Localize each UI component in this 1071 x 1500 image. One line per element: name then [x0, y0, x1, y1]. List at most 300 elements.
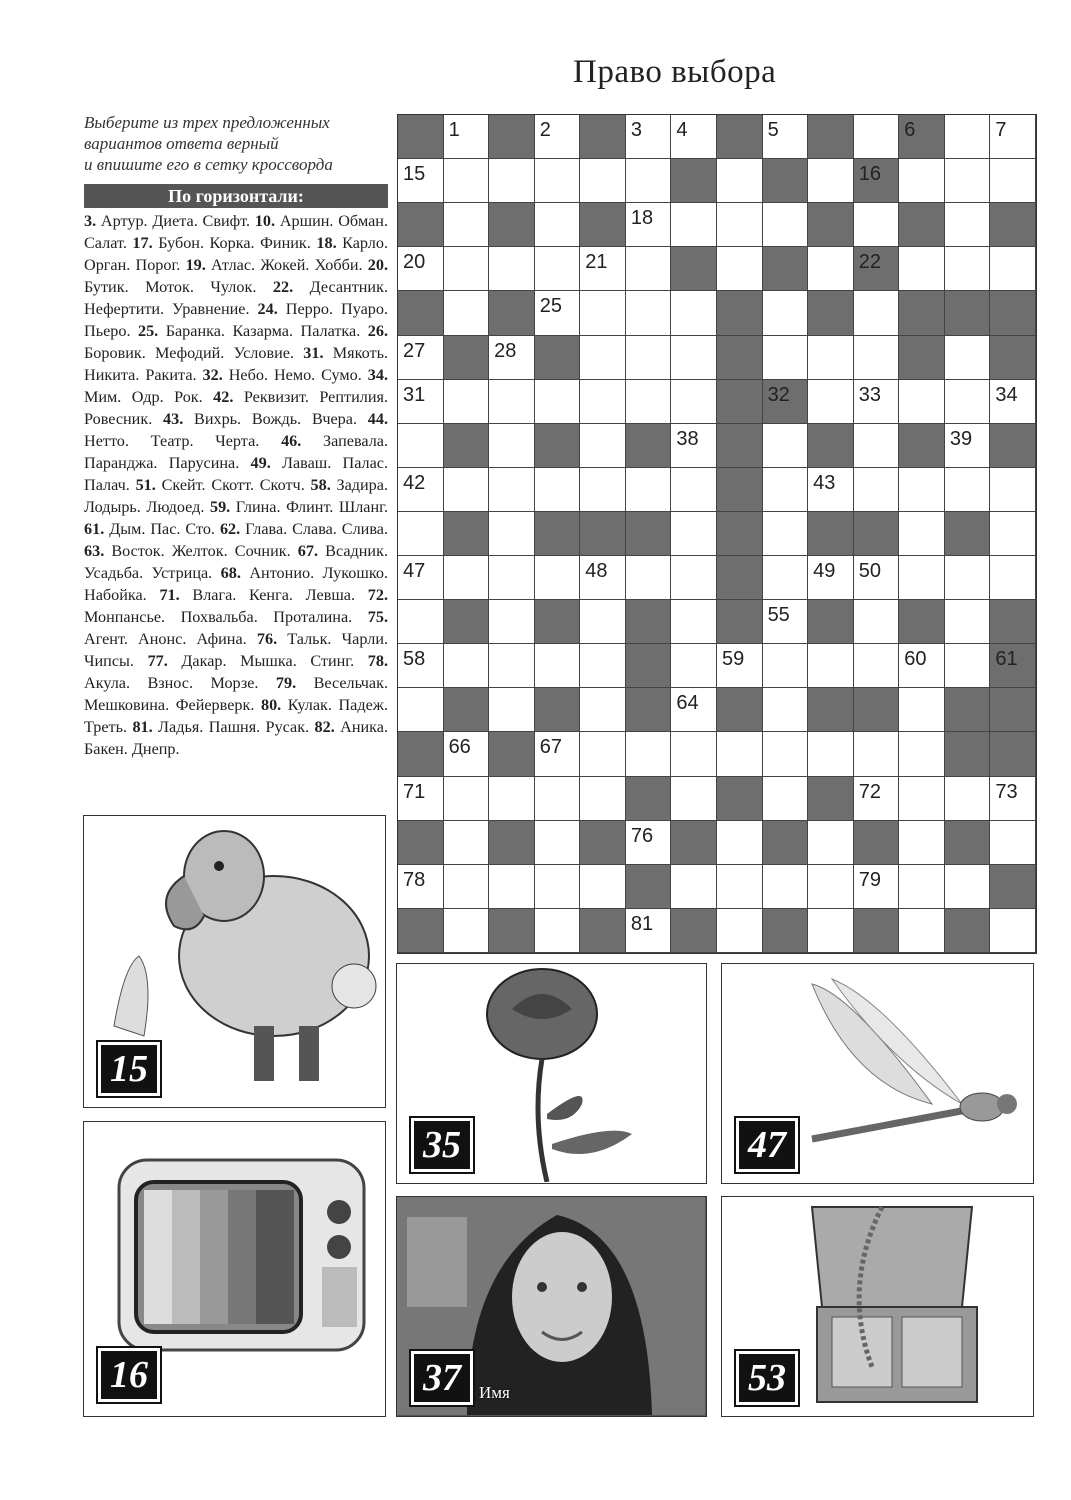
cell-number: 3	[630, 119, 642, 141]
clue-answers: Баранка. Казарма. Палатка.	[165, 322, 361, 340]
crossword-cell[interactable]	[489, 777, 535, 821]
crossword-cell[interactable]	[626, 732, 672, 776]
crossword-cell[interactable]	[671, 380, 717, 424]
clue-number: 42.	[213, 388, 234, 406]
crossword-cell[interactable]	[626, 336, 672, 380]
crossword-cell[interactable]	[444, 159, 490, 203]
cell-number: 50	[858, 560, 881, 583]
crossword-cell[interactable]	[626, 203, 672, 247]
black-cell	[626, 512, 672, 556]
crossword-cell[interactable]	[489, 336, 535, 380]
crossword-cell[interactable]	[580, 556, 626, 600]
clue-answers: Всадник. Усадьба. Устрица.	[84, 542, 389, 582]
crossword-cell[interactable]	[763, 512, 809, 556]
black-cell	[763, 159, 809, 203]
crossword-cell[interactable]	[671, 865, 717, 909]
crossword-cell[interactable]	[990, 777, 1036, 821]
clue	[84, 520, 220, 538]
black-cell	[808, 424, 854, 468]
crossword-cell[interactable]	[717, 732, 763, 776]
crossword-cell[interactable]	[808, 556, 854, 600]
crossword-cell[interactable]	[945, 203, 991, 247]
crossword-cell[interactable]	[945, 600, 991, 644]
crossword-cell[interactable]	[580, 336, 626, 380]
black-cell	[808, 600, 854, 644]
black-cell	[626, 865, 672, 909]
clue-number: 34.	[367, 366, 389, 384]
crossword-cell[interactable]	[535, 821, 581, 865]
crossword-cell[interactable]	[899, 909, 945, 953]
crossword-cell[interactable]	[763, 336, 809, 380]
crossword-cell[interactable]	[444, 115, 490, 159]
crossword-cell[interactable]	[671, 336, 717, 380]
crossword-cell[interactable]	[990, 512, 1036, 556]
crossword-cell[interactable]	[945, 556, 991, 600]
cell-number: 16	[858, 163, 881, 186]
crossword-cell[interactable]	[808, 732, 854, 776]
crossword-cell[interactable]	[489, 424, 535, 468]
crossword-cell[interactable]	[899, 380, 945, 424]
crossword-cell[interactable]	[671, 644, 717, 688]
black-cell	[671, 909, 717, 953]
cell-number: 25	[539, 295, 562, 318]
crossword-cell[interactable]	[398, 336, 444, 380]
crossword-cell[interactable]	[990, 115, 1036, 159]
crossword-cell[interactable]	[717, 865, 763, 909]
crossword-cell[interactable]	[398, 468, 444, 512]
crossword-cell[interactable]	[763, 556, 809, 600]
clue-number: 22.	[272, 278, 294, 296]
crossword-cell[interactable]	[899, 159, 945, 203]
crossword-cell[interactable]	[580, 688, 626, 732]
crossword-cell[interactable]	[945, 380, 991, 424]
clue	[163, 410, 368, 428]
cell-number: 73	[995, 780, 1018, 803]
crossword-cell[interactable]	[763, 732, 809, 776]
crossword-cell[interactable]	[444, 644, 490, 688]
crossword-cell[interactable]	[444, 556, 490, 600]
clue-number: 76.	[256, 630, 278, 648]
black-cell	[763, 247, 809, 291]
clue-number: 75.	[367, 608, 388, 626]
crossword-cell[interactable]	[535, 380, 581, 424]
crossword-cell[interactable]	[535, 291, 581, 335]
black-cell	[398, 203, 444, 247]
crossword-cell[interactable]	[444, 203, 490, 247]
crossword-cell[interactable]	[854, 600, 900, 644]
crossword-cell[interactable]	[899, 644, 945, 688]
clue-answers: Мякоть. Никита. Ракита.	[84, 344, 388, 384]
crossword-cell[interactable]	[626, 909, 672, 953]
crossword-cell[interactable]	[717, 644, 763, 688]
crossword-cell[interactable]	[489, 600, 535, 644]
cell-number: 61	[995, 648, 1018, 671]
crossword-cell[interactable]	[626, 115, 672, 159]
clue	[148, 652, 368, 670]
crossword-cell[interactable]	[945, 644, 991, 688]
black-cell	[945, 512, 991, 556]
cell-number: 76	[630, 824, 654, 847]
black-cell	[899, 424, 945, 468]
black-cell	[717, 380, 763, 424]
crossword-cell[interactable]	[763, 644, 809, 688]
clue-answers: Тальк. Чарли. Чипсы.	[84, 630, 389, 670]
crossword-cell[interactable]	[899, 732, 945, 776]
black-cell	[489, 909, 535, 953]
clue-number: 61.	[84, 520, 105, 538]
cell-number: 58	[403, 648, 426, 671]
crossword-cell[interactable]	[580, 247, 626, 291]
crossword-cell[interactable]	[671, 777, 717, 821]
crossword-cell[interactable]	[489, 380, 535, 424]
black-cell	[717, 512, 763, 556]
clue	[132, 234, 316, 252]
black-cell	[717, 336, 763, 380]
crossword-cell[interactable]	[671, 512, 717, 556]
crossword-cell[interactable]	[945, 424, 991, 468]
crossword-cell[interactable]	[580, 380, 626, 424]
crossword-cell[interactable]	[854, 115, 900, 159]
crossword-cell[interactable]	[398, 688, 444, 732]
crossword-cell[interactable]	[763, 600, 809, 644]
crossword-cell[interactable]	[945, 115, 991, 159]
crossword-cell[interactable]	[854, 732, 900, 776]
black-cell	[671, 821, 717, 865]
across-clues	[84, 210, 388, 760]
crossword-cell[interactable]	[444, 865, 490, 909]
clue-number: 19.	[185, 256, 206, 274]
crossword-cell[interactable]	[580, 732, 626, 776]
crossword-cell[interactable]	[535, 115, 581, 159]
crossword-cell[interactable]	[945, 247, 991, 291]
cell-number: 79	[858, 868, 881, 891]
cell-number: 42	[403, 471, 426, 494]
black-cell	[444, 424, 490, 468]
picture-53	[721, 1196, 1034, 1417]
black-cell	[808, 512, 854, 556]
black-cell	[854, 821, 900, 865]
black-cell	[398, 821, 444, 865]
black-cell	[626, 644, 672, 688]
instructions	[84, 112, 388, 175]
crossword-cell[interactable]	[535, 203, 581, 247]
black-cell	[717, 777, 763, 821]
clue-answers: Глава. Слава. Слива.	[245, 520, 389, 538]
crossword-cell[interactable]	[535, 468, 581, 512]
crossword-cell[interactable]	[763, 115, 809, 159]
clue-answers: Весельчак. Мешковина. Фейерверк.	[84, 674, 388, 714]
black-cell	[899, 600, 945, 644]
black-cell	[990, 424, 1036, 468]
crossword-cell[interactable]	[580, 159, 626, 203]
clue-answers: Влага. Кенга. Левша.	[192, 586, 356, 604]
black-cell	[945, 291, 991, 335]
crossword-cell[interactable]	[398, 556, 444, 600]
crossword-cell[interactable]	[854, 865, 900, 909]
crossword-cell[interactable]	[580, 600, 626, 644]
crossword-cell[interactable]	[808, 380, 854, 424]
crossword-cell[interactable]	[854, 644, 900, 688]
crossword-cell[interactable]	[990, 159, 1036, 203]
crossword-cell[interactable]	[398, 247, 444, 291]
crossword-cell[interactable]	[535, 777, 581, 821]
crossword-cell[interactable]	[808, 159, 854, 203]
crossword-cell[interactable]	[626, 821, 672, 865]
crossword-cell[interactable]	[671, 600, 717, 644]
black-cell	[763, 909, 809, 953]
clue-answers: Артур. Диета. Свифт.	[100, 212, 251, 230]
clue-number: 67.	[297, 542, 319, 560]
clue-number: 68.	[220, 564, 241, 582]
crossword-cell[interactable]	[489, 512, 535, 556]
clue-number: 17.	[132, 234, 153, 252]
crossword-cell[interactable]	[899, 688, 945, 732]
crossword-cell[interactable]	[990, 556, 1036, 600]
clue-answers: Антонио. Лукошко. Набойка.	[84, 564, 389, 604]
crossword-cell[interactable]	[626, 247, 672, 291]
clue-number: 81.	[132, 718, 153, 736]
picture-caption: Имя	[479, 1383, 510, 1402]
crossword-cell[interactable]	[444, 247, 490, 291]
crossword-cell[interactable]	[763, 203, 809, 247]
crossword-cell[interactable]	[671, 115, 717, 159]
crossword-cell[interactable]	[854, 777, 900, 821]
crossword-cell[interactable]	[580, 424, 626, 468]
crossword-cell[interactable]	[990, 821, 1036, 865]
instruction-line: вариантов ответа верный	[84, 134, 279, 153]
crossword-cell[interactable]	[444, 291, 490, 335]
cell-number: 5	[767, 119, 779, 141]
black-cell	[899, 336, 945, 380]
across-heading: По горизонтали:	[84, 184, 388, 208]
crossword-cell[interactable]	[717, 909, 763, 953]
crossword-cell[interactable]	[763, 468, 809, 512]
crossword-cell[interactable]	[854, 291, 900, 335]
crossword-cell[interactable]	[945, 468, 991, 512]
cell-number: 67	[539, 736, 562, 759]
clue-number: 3.	[84, 212, 97, 230]
clue-number: 32.	[202, 366, 223, 384]
crossword-cell[interactable]	[398, 424, 444, 468]
crossword-cell[interactable]	[398, 600, 444, 644]
crossword-cell[interactable]	[489, 688, 535, 732]
crossword-cell[interactable]	[717, 247, 763, 291]
crossword-cell[interactable]	[626, 159, 672, 203]
crossword-cell[interactable]	[808, 644, 854, 688]
clue-number: 49.	[250, 454, 271, 472]
clue-number: 46.	[281, 432, 302, 450]
crossword-cell[interactable]	[899, 512, 945, 556]
crossword-cell[interactable]	[671, 556, 717, 600]
crossword-cell[interactable]	[398, 380, 444, 424]
crossword-cell[interactable]	[899, 247, 945, 291]
cell-number: 72	[858, 780, 881, 803]
crossword-cell[interactable]	[398, 865, 444, 909]
crossword-cell[interactable]	[808, 468, 854, 512]
cell-number: 48	[585, 560, 608, 583]
crossword-cell[interactable]	[671, 203, 717, 247]
crossword-cell[interactable]	[899, 468, 945, 512]
black-cell	[398, 732, 444, 776]
crossword-cell[interactable]	[671, 688, 717, 732]
crossword-cell[interactable]	[489, 468, 535, 512]
crossword-cell[interactable]	[535, 644, 581, 688]
crossword-cell[interactable]	[854, 556, 900, 600]
crossword-cell[interactable]	[444, 821, 490, 865]
crossword-cell[interactable]	[444, 468, 490, 512]
crossword-cell[interactable]	[717, 159, 763, 203]
crossword-cell[interactable]	[899, 821, 945, 865]
picture-47	[721, 963, 1034, 1184]
crossword-cell[interactable]	[671, 468, 717, 512]
black-cell	[444, 336, 490, 380]
clue-answers: Карло. Орган. Порог.	[84, 234, 389, 274]
cell-number: 15	[403, 163, 426, 186]
crossword-cell[interactable]	[626, 556, 672, 600]
black-cell	[489, 732, 535, 776]
cell-number: 32	[767, 383, 790, 406]
crossword-cell[interactable]	[398, 644, 444, 688]
clue-number: 71.	[159, 586, 180, 604]
picture-badge: 37	[411, 1351, 473, 1405]
black-cell	[854, 247, 900, 291]
crossword-cell[interactable]	[398, 159, 444, 203]
clue-answers: Ладья. Пашня. Русак.	[158, 718, 310, 736]
clue	[220, 520, 388, 538]
crossword-cell[interactable]	[854, 424, 900, 468]
black-cell	[808, 115, 854, 159]
crossword-cell[interactable]	[990, 468, 1036, 512]
crossword-cell[interactable]	[580, 777, 626, 821]
black-cell	[854, 688, 900, 732]
crossword-cell[interactable]	[444, 909, 490, 953]
black-cell	[444, 600, 490, 644]
crossword-cell[interactable]	[945, 777, 991, 821]
black-cell	[717, 556, 763, 600]
crossword-cell[interactable]	[398, 777, 444, 821]
black-cell	[626, 424, 672, 468]
crossword-cell[interactable]	[717, 821, 763, 865]
cell-number: 18	[630, 207, 654, 230]
crossword-cell[interactable]	[535, 159, 581, 203]
crossword-cell[interactable]	[763, 291, 809, 335]
crossword-cell[interactable]	[854, 336, 900, 380]
clue-answers: Глина. Флинт. Шланг.	[235, 498, 389, 516]
crossword-cell[interactable]	[444, 777, 490, 821]
crossword-cell[interactable]	[717, 203, 763, 247]
crossword-cell[interactable]	[808, 909, 854, 953]
black-cell	[945, 821, 991, 865]
crossword-cell[interactable]	[671, 291, 717, 335]
crossword-cell[interactable]	[763, 688, 809, 732]
picture-15	[83, 815, 386, 1108]
crossword-cell[interactable]	[990, 247, 1036, 291]
crossword-cell[interactable]	[535, 909, 581, 953]
black-cell	[671, 159, 717, 203]
clue-answers: Боровик. Мефодий. Условие.	[84, 344, 294, 362]
crossword-cell[interactable]	[899, 865, 945, 909]
crossword-cell[interactable]	[945, 336, 991, 380]
black-cell	[990, 732, 1036, 776]
crossword-cell[interactable]	[763, 777, 809, 821]
crossword-cell[interactable]	[626, 291, 672, 335]
black-cell	[398, 909, 444, 953]
black-cell	[808, 688, 854, 732]
crossword-cell[interactable]	[444, 732, 490, 776]
crossword-cell[interactable]	[398, 512, 444, 556]
crossword-cell[interactable]	[489, 247, 535, 291]
crossword-cell[interactable]	[580, 644, 626, 688]
crossword-cell[interactable]	[808, 865, 854, 909]
black-cell	[945, 688, 991, 732]
clue-number: 72.	[367, 586, 388, 604]
crossword-cell[interactable]	[763, 424, 809, 468]
clue-number: 51.	[135, 476, 156, 494]
clue-answers: Небо. Немо. Сумо.	[228, 366, 362, 384]
crossword-cell[interactable]	[945, 865, 991, 909]
clue	[138, 322, 368, 340]
cell-number: 1	[448, 119, 460, 141]
clue-number: 80.	[260, 696, 282, 714]
black-cell	[763, 821, 809, 865]
clue-answers: Задира. Лодырь. Людоед.	[84, 476, 389, 516]
crossword-cell[interactable]	[808, 821, 854, 865]
crossword-cell[interactable]	[626, 380, 672, 424]
crossword-cell[interactable]	[899, 777, 945, 821]
crossword-cell[interactable]	[489, 556, 535, 600]
picture-16	[83, 1121, 386, 1417]
clue-answers: Агент. Анонс. Афина.	[84, 630, 247, 648]
crossword-cell[interactable]	[535, 865, 581, 909]
black-cell	[535, 512, 581, 556]
crossword-cell[interactable]	[899, 556, 945, 600]
crossword-cell[interactable]	[808, 336, 854, 380]
crossword-cell[interactable]	[580, 865, 626, 909]
crossword-cell[interactable]	[990, 909, 1036, 953]
clue-number: 59.	[209, 498, 231, 516]
crossword-cell[interactable]	[535, 247, 581, 291]
black-cell	[535, 688, 581, 732]
crossword-cell[interactable]	[580, 291, 626, 335]
cell-number: 47	[403, 560, 426, 583]
crossword-cell[interactable]	[489, 865, 535, 909]
crossword-cell[interactable]	[580, 468, 626, 512]
black-cell	[580, 909, 626, 953]
crossword-cell[interactable]	[671, 424, 717, 468]
crossword-cell[interactable]	[489, 159, 535, 203]
crossword-cell[interactable]	[626, 468, 672, 512]
black-cell	[945, 909, 991, 953]
crossword-cell[interactable]	[945, 159, 991, 203]
crossword-cell[interactable]	[854, 203, 900, 247]
black-cell	[854, 512, 900, 556]
crossword-cell[interactable]	[489, 644, 535, 688]
clue-number: 26.	[367, 322, 389, 340]
crossword-cell[interactable]	[854, 468, 900, 512]
crossword-cell[interactable]	[535, 732, 581, 776]
crossword-cell[interactable]	[854, 380, 900, 424]
black-cell	[444, 688, 490, 732]
crossword-cell[interactable]	[535, 556, 581, 600]
crossword-cell[interactable]	[808, 247, 854, 291]
crossword-cell[interactable]	[444, 380, 490, 424]
crossword-cell[interactable]	[763, 865, 809, 909]
crossword-cell[interactable]	[671, 732, 717, 776]
cell-number: 66	[448, 736, 471, 759]
crossword-cell[interactable]	[990, 380, 1036, 424]
cell-number: 31	[403, 383, 426, 406]
clue-answers: Монпансье. Похвальба. Проталина.	[84, 608, 353, 626]
